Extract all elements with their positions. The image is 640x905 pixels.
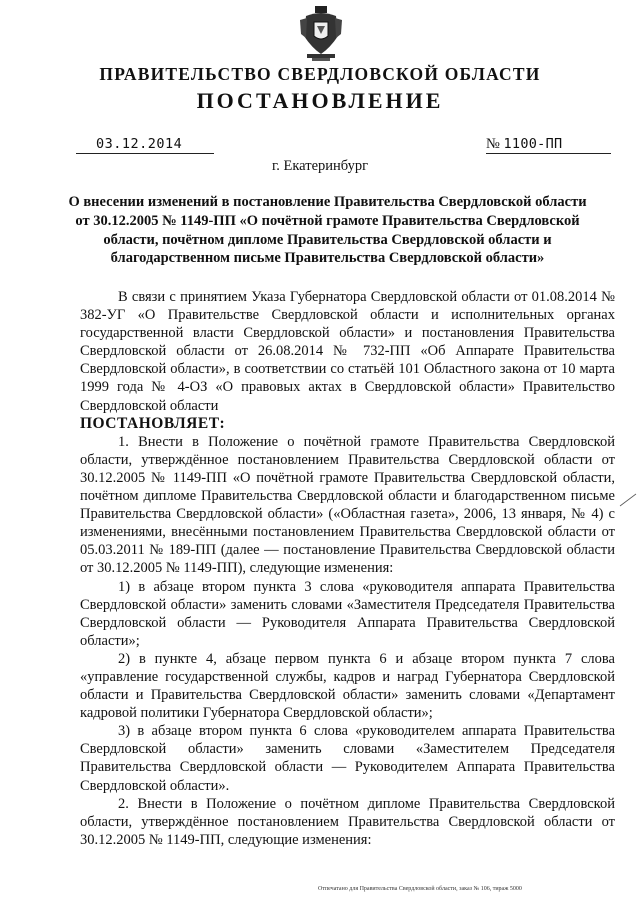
paragraph-item-2: 2. Внести в Положение о почётном дипломе Правительства Свердловской области, утверждённое постановлением Правительства Свердловской области от 30.12.2005 № 1149-ПП, следующие изменения: (80, 795, 615, 848)
city: г. Екатеринбург (271, 158, 369, 174)
paragraph-subitem-3: 3) в абзаце втором пункта 6 слова «руководителем аппарата Правительства Свердловской области» заменить словами «Заместителем Председателя Правительства Свердловской области — Руководителем Аппарата Правительства Свердловской области». (80, 723, 615, 794)
document-number (486, 136, 611, 154)
document-type: ПОСТАНОВЛЕНИЕ (196, 88, 444, 113)
government-title: ПРАВИТЕЛЬСТВО СВЕРДЛОВСКОЙ ОБЛАСТИ (99, 64, 541, 84)
margin-pen-mark (618, 492, 638, 508)
paragraph-item-1: 1. Внести в Положение о почётной грамоте Правительства Свердловской области, утверждённое постановлением Правительства Свердловской области от 30.12.2005 № 1149-ПП «О почётной грамоте Правительства Свердловской области, почётном дипломе Правительства Свердловской области и благодарственном письме Правительства Свердловской области» («Областная газета», 2006, 13 января, № 4) с изменениями, внесёнными постановлением Правительства Свердловской области от 05.03.2011 № 189-ПП (далее — постановление Правительства Свердловской области от 30.12.2005 № 1149-ПП), следующие изменения: (80, 433, 615, 577)
print-footer: Отпечатано для Правительства Свердловской области, заказ № 106, тираж 5000 (318, 886, 522, 892)
document-heading: О внесении изменений в постановление Правительства Свердловской области от 30.12.2005 № 1149-ПП «О почётной грамоте Правительства Свердловской области, почётном дипломе Правительства Свердловской области и благодарственном письме Правительства Свердловской области» (68, 194, 587, 267)
document-body (80, 288, 615, 849)
paragraph-subitem-2: 2) в пункте 4, абзаце первом пункта 6 и абзаце втором пункта 7 слова «управление государственной службы, кадров и наград Губернатора Свердловской области и Правительства Свердловской области» заменить словами «Департамент кадровой политики Губернатора Свердловской области»; (80, 650, 615, 722)
number-prefix: № (486, 136, 500, 152)
coat-of-arms-icon (298, 6, 344, 62)
paragraph-resolves: ПОСТАНОВЛЯЕТ: (80, 414, 226, 432)
document-date: 03.12.2014 (76, 136, 214, 154)
paragraph-preamble: В связи с принятием Указа Губернатора Свердловской области от 01.08.2014 № 382-УГ «О Правительстве Свердловской области и исполнительных органах государственной власти Свердловской области» и постановления Правительства Свердловской области от 26.08.2014 № 732-ПП «Об Аппарате Правительства Свердловской области», в соответствии со статьёй 101 Областного закона от 10 марта 1999 года № 4-ОЗ «О правовых актах в Свердловской области» Правительство Свердловской области (80, 289, 615, 414)
paragraph-subitem-1: 1) в абзаце втором пункта 3 слова «руководителя аппарата Правительства Свердловской области» заменить словами «Заместителя Председателя Правительства Свердловской области — Руководителя Аппарата Правительства Свердловской области»; (80, 578, 615, 649)
number-value: 1100-ПП (503, 136, 563, 152)
